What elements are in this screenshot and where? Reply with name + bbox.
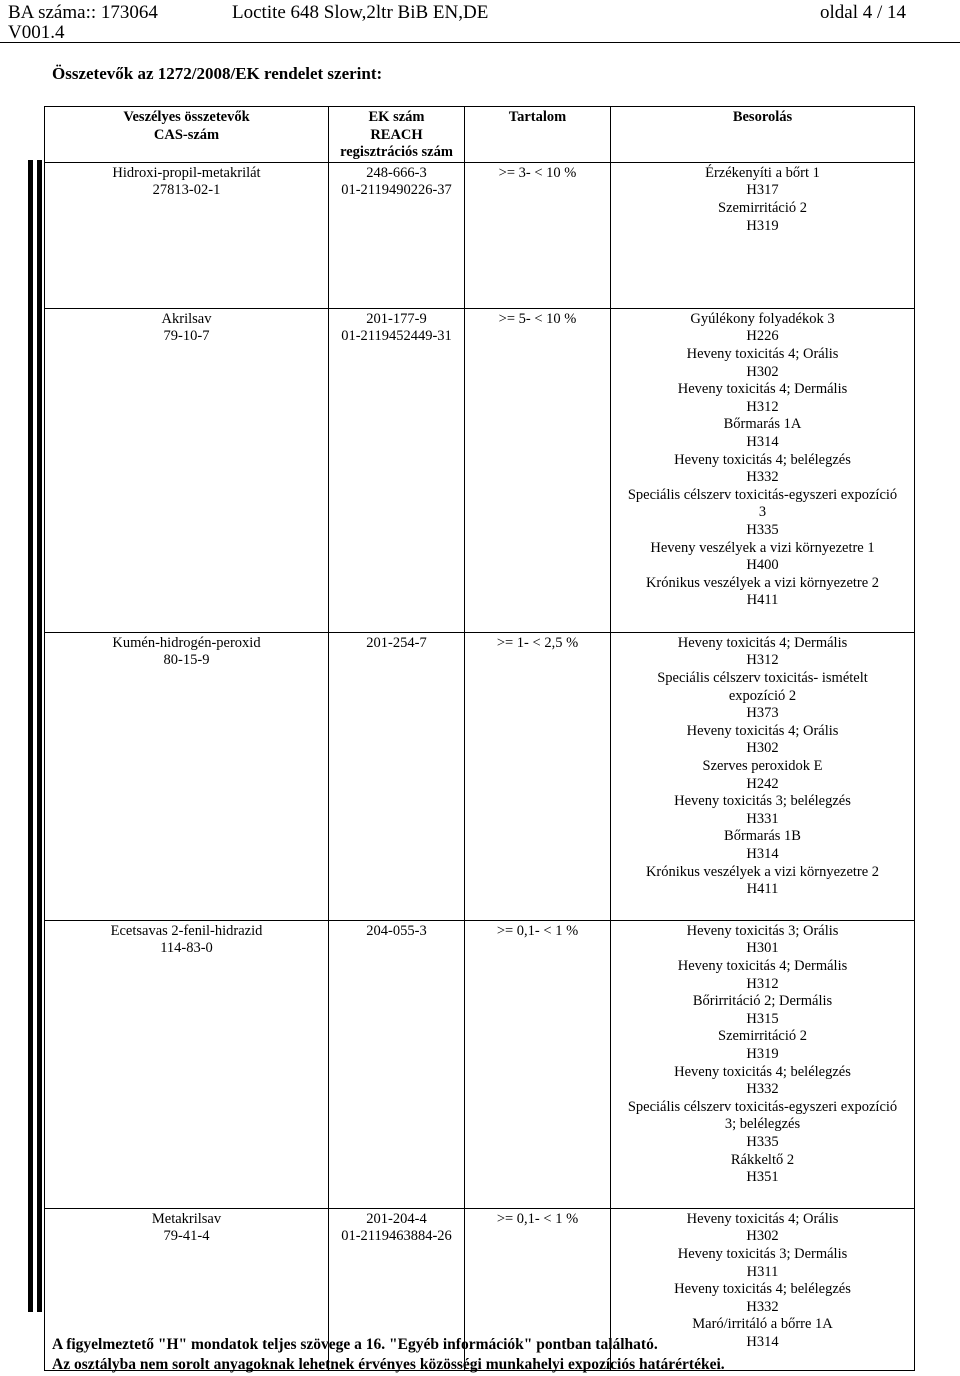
classification-line: Heveny toxicitás 3; Orális <box>686 922 839 939</box>
reach-number: 01-2119452449-31 <box>341 328 452 345</box>
classification-line: Heveny veszélyek a vizi környezetre 1 <box>650 539 875 556</box>
table-row <box>45 920 915 1208</box>
classification-line: H312 <box>746 975 779 992</box>
classification-line: Rákkeltő 2 <box>730 1151 795 1168</box>
cas-number: 27813-02-1 <box>152 182 221 199</box>
ec-number: 201-254-7 <box>366 634 427 651</box>
classification-line: Speciális célszerv toxicitás-egyszeri expozíció <box>627 1098 898 1115</box>
version: V001.4 <box>8 22 65 43</box>
classification-line: Szemirritáció 2 <box>718 1028 807 1045</box>
revision-bar <box>28 160 33 1312</box>
classification-line: Maró/irritáló a bőrre 1A <box>692 1316 833 1333</box>
classification-line: Gyúlékony folyadékok 3 <box>690 310 835 327</box>
col-header-component: Veszélyes összetevők CAS-szám <box>45 107 329 163</box>
ec-reach-cell <box>329 920 465 1208</box>
classification-line: Krónikus veszélyek a vizi környezetre 2 <box>645 863 880 880</box>
classification-line: Heveny toxicitás 4; Dermális <box>677 381 848 398</box>
classification-line: Heveny toxicitás 3; belélegzés <box>674 793 851 810</box>
classification-line: 3; belélegzés <box>724 1116 801 1133</box>
classification-line: Bőrmarás 1B <box>724 828 801 845</box>
classification-line: H331 <box>746 810 779 827</box>
classification-line: Speciális célszerv toxicitás-egyszeri expozíció <box>627 486 898 503</box>
classification-line: H301 <box>746 940 779 957</box>
classification-line: Heveny toxicitás 4; Dermális <box>677 957 848 974</box>
component-name: Kumén-hidrogén-peroxid <box>112 634 261 651</box>
col-header-classification: Besorolás <box>611 107 915 163</box>
classification-line: Szemirritáció 2 <box>718 199 807 216</box>
reach-number: 01-2119490226-37 <box>341 182 452 199</box>
col-header-content: Tartalom <box>465 107 611 163</box>
cas-number: 114-83-0 <box>160 940 213 957</box>
classification-line: Speciális célszerv toxicitás- ismételt <box>657 669 868 686</box>
component-name: Ecetsavas 2-fenil-hidrazid <box>110 922 263 939</box>
cas-number: 80-15-9 <box>163 652 210 669</box>
classification-line: Krónikus veszélyek a vizi környezetre 2 <box>645 574 880 591</box>
classification-line: H400 <box>746 557 779 574</box>
header-divider <box>0 42 960 43</box>
classification-line: Érzékenyíti a bőrt 1 <box>705 164 820 181</box>
classification-cell <box>611 308 915 632</box>
component-name: Hidroxi-propil-metakrilát <box>112 164 261 181</box>
classification-line: H373 <box>746 705 779 722</box>
classification-line: H314 <box>746 1333 779 1350</box>
component-cell <box>45 632 329 920</box>
page-number: oldal 4 / 14 <box>820 2 907 23</box>
content-range: >= 3- < 10 % <box>465 162 611 308</box>
cas-number: 79-10-7 <box>163 328 210 345</box>
classification-line: expozíció 2 <box>728 687 797 704</box>
classification-line: H312 <box>746 652 779 669</box>
cas-number: 79-41-4 <box>163 1228 210 1245</box>
content-range: >= 0,1- < 1 % <box>465 1208 611 1370</box>
classification-line: H315 <box>746 1010 779 1027</box>
page-header <box>0 0 960 44</box>
ec-number: 201-177-9 <box>366 310 427 327</box>
classification-line: Szerves peroxidok E <box>702 757 823 774</box>
table-header-row <box>45 107 915 163</box>
classification-line: H302 <box>746 740 779 757</box>
classification-line: Bőrmarás 1A <box>723 416 802 433</box>
ec-number: 248-666-3 <box>366 164 427 181</box>
classification-line: H319 <box>746 1045 779 1062</box>
ec-reach-cell <box>329 632 465 920</box>
footer-note-2: Az osztályba nem sorolt anyagoknak lehetnek érvényes közösségi munkahelyi expozíciós határértékei. <box>52 1356 725 1373</box>
classification-line: H332 <box>746 1298 779 1315</box>
classification-line: H411 <box>746 881 779 898</box>
classification-line: H226 <box>746 328 779 345</box>
ec-reach-cell <box>329 162 465 308</box>
ec-reach-cell <box>329 308 465 632</box>
component-name: Akrilsav <box>161 310 212 327</box>
components-table <box>44 106 915 1371</box>
classification-line: H351 <box>746 1169 779 1186</box>
classification-line: H332 <box>746 469 779 486</box>
component-cell <box>45 162 329 308</box>
ba-number: BA száma:: 173064 <box>8 2 158 23</box>
classification-line: Heveny toxicitás 3; Dermális <box>677 1245 848 1262</box>
classification-line: H312 <box>746 398 779 415</box>
classification-line: H317 <box>746 182 779 199</box>
classification-line: H335 <box>746 521 779 538</box>
classification-line: Heveny toxicitás 4; belélegzés <box>674 1281 851 1298</box>
component-cell <box>45 308 329 632</box>
classification-line: Heveny toxicitás 4; Dermális <box>677 634 848 651</box>
product-name: Loctite 648 Slow,2ltr BiB EN,DE <box>232 2 489 23</box>
section-subtitle: Összetevők az 1272/2008/EK rendelet szerint: <box>52 64 383 83</box>
classification-line: H411 <box>746 592 779 609</box>
classification-line: Bőrirritáció 2; Dermális <box>692 993 833 1010</box>
classification-line: H314 <box>746 433 779 450</box>
component-name: Metakrilsav <box>151 1210 222 1227</box>
classification-cell <box>611 920 915 1208</box>
ec-number: 201-204-4 <box>366 1210 427 1227</box>
classification-cell <box>611 632 915 920</box>
classification-line: Heveny toxicitás 4; Orális <box>686 1210 839 1227</box>
content-range: >= 1- < 2,5 % <box>465 632 611 920</box>
classification-line: Heveny toxicitás 4; Orális <box>686 345 839 362</box>
ec-number: 204-055-3 <box>366 922 427 939</box>
content-range: >= 0,1- < 1 % <box>465 920 611 1208</box>
col-header-ec: EK szám REACH regisztrációs szám <box>329 107 465 163</box>
classification-line: H302 <box>746 1228 779 1245</box>
footer-note-1: A figyelmeztető "H" mondatok teljes szövege a 16. "Egyéb információk" pontban található. <box>52 1336 658 1353</box>
content-range: >= 5- < 10 % <box>465 308 611 632</box>
classification-line: H242 <box>746 775 779 792</box>
classification-line: H302 <box>746 363 779 380</box>
table-row <box>45 632 915 920</box>
classification-line: Heveny toxicitás 4; Orális <box>686 722 839 739</box>
classification-line: Heveny toxicitás 4; belélegzés <box>674 1063 851 1080</box>
classification-line: H314 <box>746 845 779 862</box>
classification-line: 3 <box>758 504 767 521</box>
classification-line: H335 <box>746 1133 779 1150</box>
classification-line: H332 <box>746 1081 779 1098</box>
classification-line: H319 <box>746 217 779 234</box>
table-row <box>45 308 915 632</box>
reach-number: 01-2119463884-26 <box>341 1228 452 1245</box>
classification-line: H311 <box>746 1263 779 1280</box>
table-row <box>45 162 915 308</box>
classification-line: Heveny toxicitás 4; belélegzés <box>674 451 851 468</box>
revision-bar <box>37 160 42 1312</box>
classification-cell <box>611 162 915 308</box>
component-cell <box>45 920 329 1208</box>
